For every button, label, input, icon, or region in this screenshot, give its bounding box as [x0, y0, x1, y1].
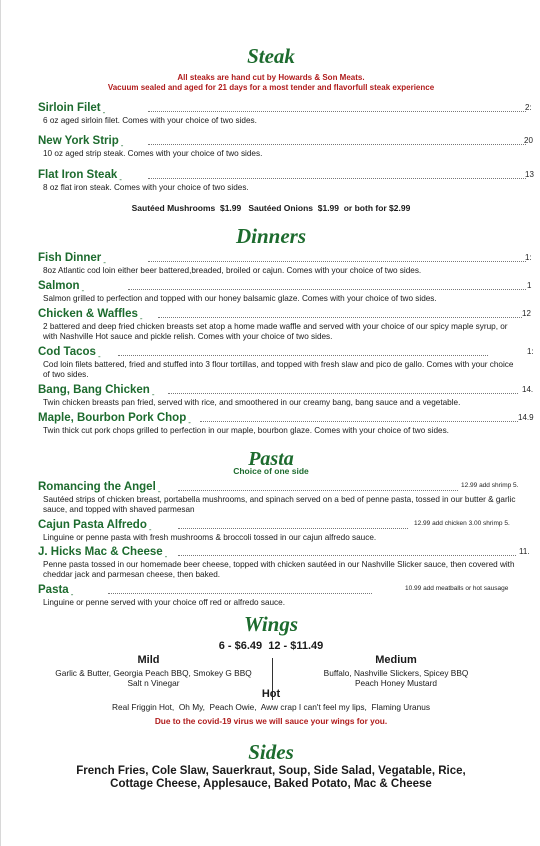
item-price: 10.99 add meatballs or hot sausage	[405, 585, 509, 592]
item-desc: Sautéed strips of chicken breast, portabella mushrooms, and spinach served on a bed of penne pasta, tossed in our butter & garlic sauce, and topped with shaved parmesan	[43, 495, 516, 514]
menu-item-j-hicks-mac-cheese: J. Hicks Mac & Cheese - 11. Penne pasta tossed in our homemade beer cheese, topped with chicken sautéed in our Nashville Slicker sauce, then covered with cheddar jack and parmesan cheese, then baked.	[38, 546, 530, 579]
item-name: Bang, Bang Chicken	[38, 384, 150, 396]
item-price: 11.	[519, 547, 530, 556]
wings-title: Wings	[243, 612, 299, 636]
item-price: 14.9	[518, 413, 534, 422]
menu-item-maple-bourbon-pork-chop: Maple, Bourbon Pork Chop - 14.9 Twin thick cut pork chops grilled to perfection in our maple, bourbon glaze. Comes with your choice of two sides.	[38, 412, 534, 435]
wings-medium-line-2: Peach Honey Mustard	[354, 678, 438, 688]
item-name: J. Hicks Mac & Cheese	[38, 546, 163, 558]
menu-item-romancing-the-angel: Romancing the Angel - 12.99 add shrimp 5. Sautéed strips of chicken breast, portabella mushrooms, and spinach served on a bed of penne pasta, tossed in our butter & garlic sauce, and topped with shaved parmesan	[38, 481, 540, 515]
item-desc: 8 oz flat iron steak. Comes with your choice of two sides.	[43, 183, 249, 192]
wings-mild-label: Mild	[137, 654, 160, 666]
menu-item-sirloin-filet: Sirloin Filet - 2: 6 oz aged sirloin filet. Comes with your choice of two sides.	[38, 102, 532, 125]
item-desc: Twin chicken breasts pan fried, served with rice, and smoothered in our creamy bang, bang sauce and a vegetable.	[43, 398, 461, 407]
item-name: New York Strip	[38, 135, 119, 147]
item-price: 1	[527, 281, 532, 290]
item-price: 20	[524, 136, 533, 145]
item-name: Cod Tacos	[38, 346, 96, 358]
wings-hot-label: Hot	[261, 688, 281, 700]
item-desc: 6 oz aged sirloin filet. Comes with your choice of two sides.	[43, 116, 257, 125]
item-name: Sirloin Filet	[38, 102, 101, 114]
item-name: Fish Dinner	[38, 252, 102, 264]
item-price: 12.99 add shrimp 5.	[461, 482, 519, 489]
sides-line-1: French Fries, Cole Slaw, Sauerkraut, Soup, Side Salad, Vegatable, Rice,	[76, 765, 466, 777]
menu-item-bang-bang-chicken: Bang, Bang Chicken - 14. Twin chicken breasts pan fried, served with rice, and smoothered in our creamy bang, bang sauce and a vegetable.	[38, 384, 534, 407]
menu-item-pasta: Pasta - 10.99 add meatballs or hot sausage Linguine or penne served with your choice off red or alfredo sauce.	[38, 584, 540, 608]
wings-prices: 6 - $6.49 12 - $11.49	[218, 640, 324, 652]
item-name: Maple, Bourbon Pork Chop	[38, 412, 187, 424]
menu-item-flat-iron-steak: Flat Iron Steak - 13 8 oz flat iron steak. Comes with your choice of two sides.	[38, 169, 534, 192]
item-desc: Linguine or penne pasta with fresh mushrooms & broccoli tossed in our cajun alfredo sauce.	[43, 533, 377, 542]
pasta-title: Pasta	[248, 448, 294, 470]
steak-addons: Sautéed Mushrooms $1.99 Sautéed Onions $1.99 or both for $2.99	[131, 203, 411, 213]
item-price: 1:	[527, 347, 534, 356]
menu-item-fish-dinner: Fish Dinner - 1: 8oz Atlantic cod loin either beer battered,breaded, broiled or cajun. Comes with your choice of two sides.	[38, 252, 532, 275]
item-price: 14.	[522, 385, 534, 394]
item-price: 12.99 add chicken 3.00 shrimp 5.	[414, 520, 510, 527]
item-desc: Cod loin filets battered, fried and stuffed into 3 flour tortillas, and topped with fresh slaw and pico de gallo. Comes with your choice of two sides.	[43, 360, 514, 379]
item-name: Cajun Pasta Alfredo	[38, 519, 147, 531]
item-desc: Linguine or penne served with your choice off red or alfredo sauce.	[43, 598, 285, 607]
item-desc: 2 battered and deep fried chicken breasts set atop a home made waffle and served with your choice of our spicy maple syrup, or with Nashville Hot sauce and pickle relish. Comes with your choice of two sides.	[43, 322, 508, 341]
wings-mild-line-2: Salt n Vinegar	[127, 678, 180, 688]
menu-item-salmon: Salmon - 1 Salmon grilled to perfection and topped with our honey balsamic glaze. Comes with your choice of two sides.	[38, 280, 532, 303]
item-price: 12	[522, 309, 531, 318]
sides-line-2: Cottage Cheese, Applesauce, Baked Potato, Mac & Cheese	[110, 778, 432, 790]
steak-notice-2: Vacuum sealed and aged for 21 days for a most tender and flavorfull steak experience	[107, 83, 435, 92]
item-price: 2:	[525, 103, 532, 112]
item-desc: 8oz Atlantic cod loin either beer battered,breaded, broiled or cajun. Comes with your choice of two sides.	[43, 266, 422, 275]
dinners-title: Dinners	[235, 224, 307, 248]
wings-medium-line-1: Buffalo, Nashville Slickers, Spicey BBQ	[323, 668, 469, 678]
item-price: 13	[525, 170, 534, 179]
item-desc: Twin thick cut pork chops grilled to perfection in our maple, bourbon glaze. Comes with your choice of two sides.	[43, 426, 449, 435]
item-desc: 10 oz aged strip steak. Comes with your choice of two sides.	[43, 149, 263, 158]
pasta-subtitle: Choice of one side	[233, 466, 309, 476]
wings-hot-line-1: Real Friggin Hot, Oh My, Peach Owie, Aww crap I can't feel my lips, Flaming Uranus	[111, 702, 431, 712]
sides-title: Sides	[248, 740, 294, 764]
item-name: Flat Iron Steak	[38, 169, 118, 181]
menu-item-chicken-waffles: Chicken & Waffles - 12 2 battered and deep fried chicken breasts set atop a home made waffle and served with your choice of our spicy maple syrup, or with Nashville Hot sauce and pickle relish. Comes with your choice of two sides.	[38, 308, 531, 341]
menu-item-cod-tacos: Cod Tacos - 1: Cod loin filets battered, fried and stuffed into 3 flour tortillas, and topped with fresh slaw and pico de gallo. Comes with your choice of two sides.	[38, 346, 534, 379]
menu-item-new-york-strip: New York Strip - 20 10 oz aged strip steak. Comes with your choice of two sides.	[38, 135, 533, 158]
item-desc: Penne pasta tossed in our homemade beer cheese, topped with chicken sautéed in our Nashville Slicker sauce, then covered with cheddar jack and parmesan cheese, then baked.	[43, 560, 515, 579]
item-desc: Salmon grilled to perfection and topped with our honey balsamic glaze. Comes with your choice of two sides.	[43, 294, 437, 303]
item-name: Salmon	[38, 280, 80, 292]
item-name: Chicken & Waffles	[38, 308, 138, 320]
wings-mild-line-1: Garlic & Butter, Georgia Peach BBQ, Smokey G BBQ	[55, 668, 252, 678]
item-name: Romancing the Angel	[38, 481, 156, 493]
steak-title: Steak	[247, 44, 295, 68]
menu-item-cajun-pasta-alfredo: Cajun Pasta Alfredo - 12.99 add chicken 3.00 shrimp 5. Linguine or penne pasta with fresh mushrooms & broccoli tossed in our cajun alfredo sauce.	[38, 519, 540, 543]
wings-medium-label: Medium	[375, 654, 417, 666]
steak-notice-1: All steaks are hand cut by Howards & Son Meats.	[177, 73, 365, 82]
wings-covid-notice: Due to the covid-19 virus we will sauce your wings for you.	[154, 716, 388, 726]
item-price: 1:	[525, 253, 532, 262]
item-name: Pasta	[38, 584, 69, 596]
